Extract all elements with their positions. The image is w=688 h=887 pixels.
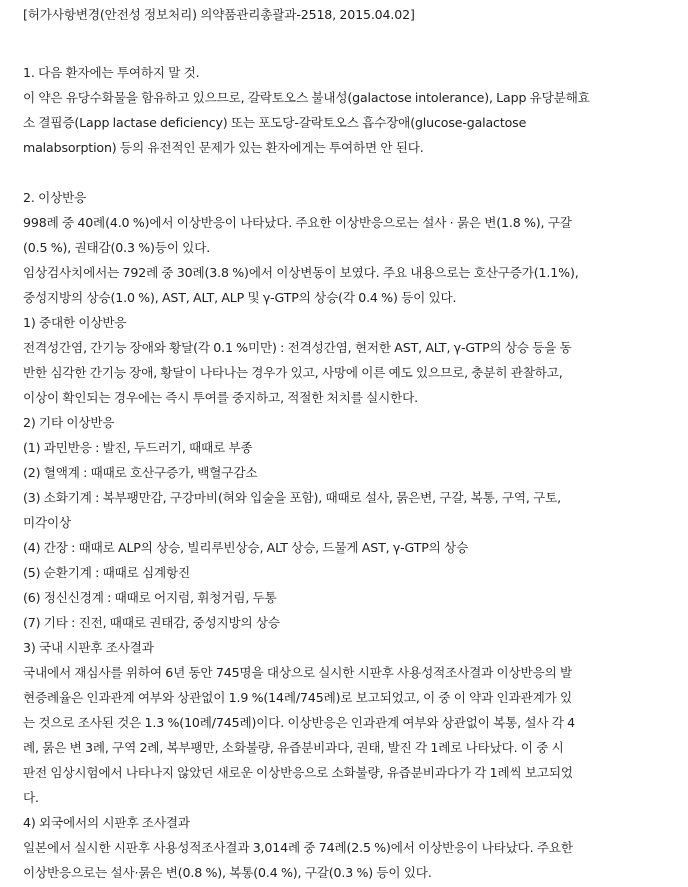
paragraph-line: 현증례율은 인과관계 여부와 상관없이 1.9 %(14례/745례)로 보고되었고, 이 중 이 약과 인과관계가 있 xyxy=(23,690,572,705)
paragraph-line: 는 것으로 조사된 것은 1.3 %(10례/745례)이다. 이상반응은 인과관계 여부와 상관없이 복통, 설사 각 4 xyxy=(23,715,576,730)
paragraph-line: 반한 심각한 간기능 장애, 황달이 나타나는 경우가 있고, 사망에 이른 예도 있으므로, 충분히 관찰하고, xyxy=(23,365,563,380)
paragraph-line: malabsorption) 등의 유전적인 문제가 있는 환자에게는 투여하면 안 된다. xyxy=(23,140,424,155)
paragraph-line: 국내에서 재심사를 위하여 6년 동안 745명을 대상으로 실시한 시판후 사용성적조사결과 이상반응의 발 xyxy=(23,665,572,680)
section-2-heading: 2. 이상반응 xyxy=(23,190,87,205)
paragraph-line: 다. xyxy=(23,790,39,805)
paragraph-line: 판전 임상시험에서 나타나지 않았던 새로운 이상반응으로 소화불량, 유즙분비과다가 각 1례씩 보고되었 xyxy=(23,765,573,780)
list-item-continuation: 미각이상 xyxy=(23,515,72,530)
paragraph-line: 임상검사치에서는 792례 중 30례(3.8 %)에서 이상변동이 보였다. 주요 내용으로는 호산구증가(1.1%), xyxy=(23,265,579,280)
section-1-heading: 1. 다음 환자에는 투여하지 말 것. xyxy=(23,65,200,80)
subsection-heading: 3) 국내 시판후 조사결과 xyxy=(23,640,154,655)
paragraph-line: 소 결핍증(Lapp lactase deficiency) 또는 포도당-갈락토오스 흡수장애(glucose-galactose xyxy=(23,115,527,130)
paragraph-line: 례, 묽은 변 3례, 구역 2례, 복부팽만, 소화불량, 유즙분비과다, 권태, 발진 각 1례로 나타났다. 이 중 시 xyxy=(23,740,564,755)
paragraph-line: 중성지방의 상승(1.0 %), AST, ALT, ALP 및 γ-GTP의 상승(각 0.4 %) 등이 있다. xyxy=(23,290,457,305)
paragraph-line: 이상이 확인되는 경우에는 즉시 투여를 중지하고, 적절한 처치를 실시한다. xyxy=(23,390,418,405)
subsection-heading: 1) 중대한 이상반응 xyxy=(23,315,127,330)
paragraph-line: (0.5 %), 권태감(0.3 %)등이 있다. xyxy=(23,240,211,255)
document-header: [허가사항변경(안전성 정보처리) 의약품관리총괄과-2518, 2015.04.02] xyxy=(23,7,415,22)
list-item: (4) 간장 : 때때로 ALP의 상승, 빌리루빈상승, ALT 상승, 드물게 AST, γ-GTP의 상승 xyxy=(23,540,469,555)
list-item: (3) 소화기계 : 복부팽만감, 구강마비(혀와 입술을 포함), 때때로 설사, 묽은변, 구갈, 복통, 구역, 구토, xyxy=(23,490,561,505)
paragraph-line: 이상반응으로는 설사·묽은 변(0.8 %), 복통(0.4 %), 구갈(0.3 %) 등이 있다. xyxy=(23,865,432,880)
paragraph-line: 998례 중 40례(4.0 %)에서 이상반응이 나타났다. 주요한 이상반응으로는 설사 · 묽은 변(1.8 %), 구갈 xyxy=(23,215,572,230)
list-item: (7) 기타 : 진전, 때때로 권태감, 중성지방의 상승 xyxy=(23,615,280,630)
paragraph-line: 전격성간염, 간기능 장애와 황달(각 0.1 %미만) : 전격성간염, 현저한 AST, ALT, γ-GTP의 상승 등을 동 xyxy=(23,340,572,355)
subsection-heading: 4) 외국에서의 시판후 조사결과 xyxy=(23,815,190,830)
paragraph-line: 이 약은 유당수화물을 함유하고 있으므로, 갈락토오스 불내성(galactose intolerance), Lapp 유당분해효 xyxy=(23,90,590,105)
subsection-heading: 2) 기타 이상반응 xyxy=(23,415,115,430)
list-item: (2) 혈액계 : 때때로 호산구증가, 백혈구감소 xyxy=(23,465,258,480)
paragraph-line: 일본에서 실시한 시판후 사용성적조사결과 3,014례 중 74례(2.5 %)에서 이상반응이 나타났다. 주요한 xyxy=(23,840,573,855)
list-item: (6) 정신신경계 : 때때로 어지럼, 휘청거림, 두통 xyxy=(23,590,277,605)
list-item: (1) 과민반응 : 발진, 두드러기, 때때로 부종 xyxy=(23,440,253,455)
list-item: (5) 순환기계 : 때때로 심계항진 xyxy=(23,565,191,580)
